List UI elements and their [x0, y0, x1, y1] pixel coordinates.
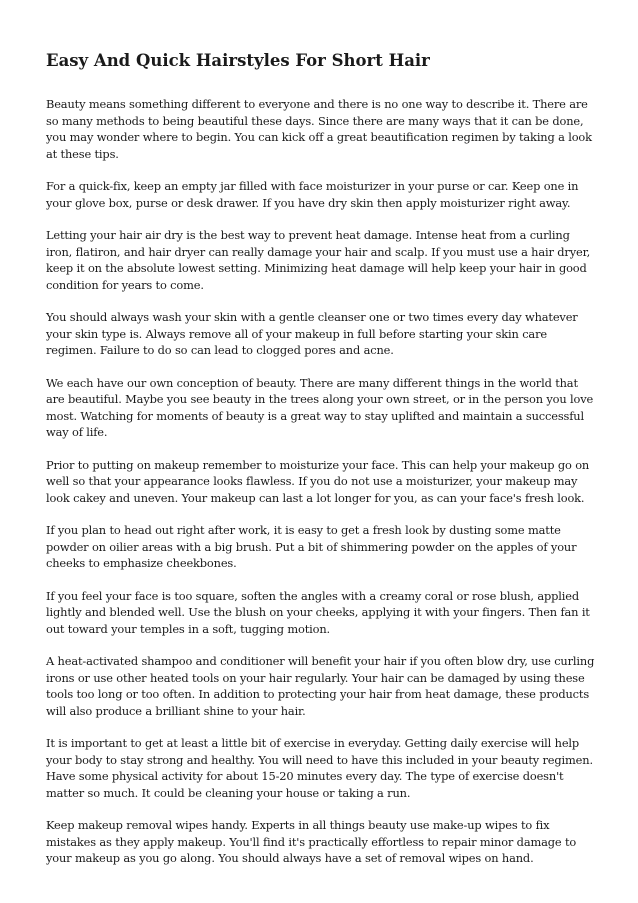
- paragraph-moisturize-before-makeup: Prior to putting on makeup remember to moisturize your face. This can help your makeup go on well so that your appearance looks flawless. If you do not use a moisturizer, your makeup may look cakey and uneven. Your makeup can last a lot longer for you, as can your face's fresh look.: [46, 457, 590, 505]
- paragraph-intro: Beauty means something different to everyone and there is no one way to describe it. There are so many methods to being beautiful these days. Since there are many ways that it can be done, you may wonder where to begin. You can kick off a great beautification regimen by taking a look at these tips.: [46, 97, 592, 161]
- paragraph-blush: If you feel your face is too square, soften the angles with a creamy coral or rose blush, applied lightly and blended well. Use the blush on your cheeks, applying it with your fingers. Then fan it out toward your temples in a soft, tugging motion.: [46, 588, 590, 636]
- paragraph-moisturizer-jar: For a quick-fix, keep an empty jar filled with face moisturizer in your purse or car. Keep one in your glove box, purse or desk drawer. If you have dry skin then apply moisturizer right away.: [46, 179, 579, 210]
- paragraph-matte-powder: If you plan to head out right after work, it is easy to get a fresh look by dusting some matte powder on oilier areas with a big brush. Put a bit of shimmering powder on the apples of your cheeks to emphasize cheekbones.: [46, 523, 577, 570]
- paragraph-air-dry: Letting your hair air dry is the best way to prevent heat damage. Intense heat from a curling iron, flatiron, and hair dryer can really damage your hair and scalp. If you must use a hair dryer, keep it on the absolute lowest setting. Minimizing heat damage will help keep your hair in good condition for years to come.: [46, 228, 591, 292]
- paragraph-heat-shampoo: A heat-activated shampoo and conditioner will benefit your hair if you often blow dry, use curling irons or use other heated tools on your hair regularly. Your hair can be damaged by using these tools too long or too often. In addition to protecting your hair from heat damage, these products will also produce a brilliant shine to your hair.: [46, 654, 595, 718]
- paragraph-exercise: It is important to get at least a little bit of exercise in everyday. Getting daily exercise will help your body to stay strong and healthy. You will need to have this included in your beauty regimen. Have some physical activity for about 15-20 minutes every day. The type of exercise doesn't matter so much. It could be cleaning your house or taking a run.: [46, 736, 593, 800]
- document-title: Easy And Quick Hairstyles For Short Hair: [46, 51, 430, 70]
- document-page: [46, 50, 598, 883]
- paragraph-conception-of-beauty: We each have our own conception of beauty. There are many different things in the world that are beautiful. Maybe you see beauty in the trees along your own street, or in the person you love most. Watching for moments of beauty is a great way to stay uplifted and maintain a successful way of life.: [46, 375, 594, 439]
- paragraph-removal-wipes: Keep makeup removal wipes handy. Experts in all things beauty use make-up wipes to fix mistakes as they apply makeup. You'll find it's practically effortless to repair minor damage to your makeup as you go along. You should always have a set of removal wipes on hand.: [46, 818, 577, 865]
- paragraph-cleanser: You should always wash your skin with a gentle cleanser one or two times every day whatever your skin type is. Always remove all of your makeup in full before starting your skin care regimen. Failure to do so can lead to clogged pores and acne.: [46, 310, 578, 357]
